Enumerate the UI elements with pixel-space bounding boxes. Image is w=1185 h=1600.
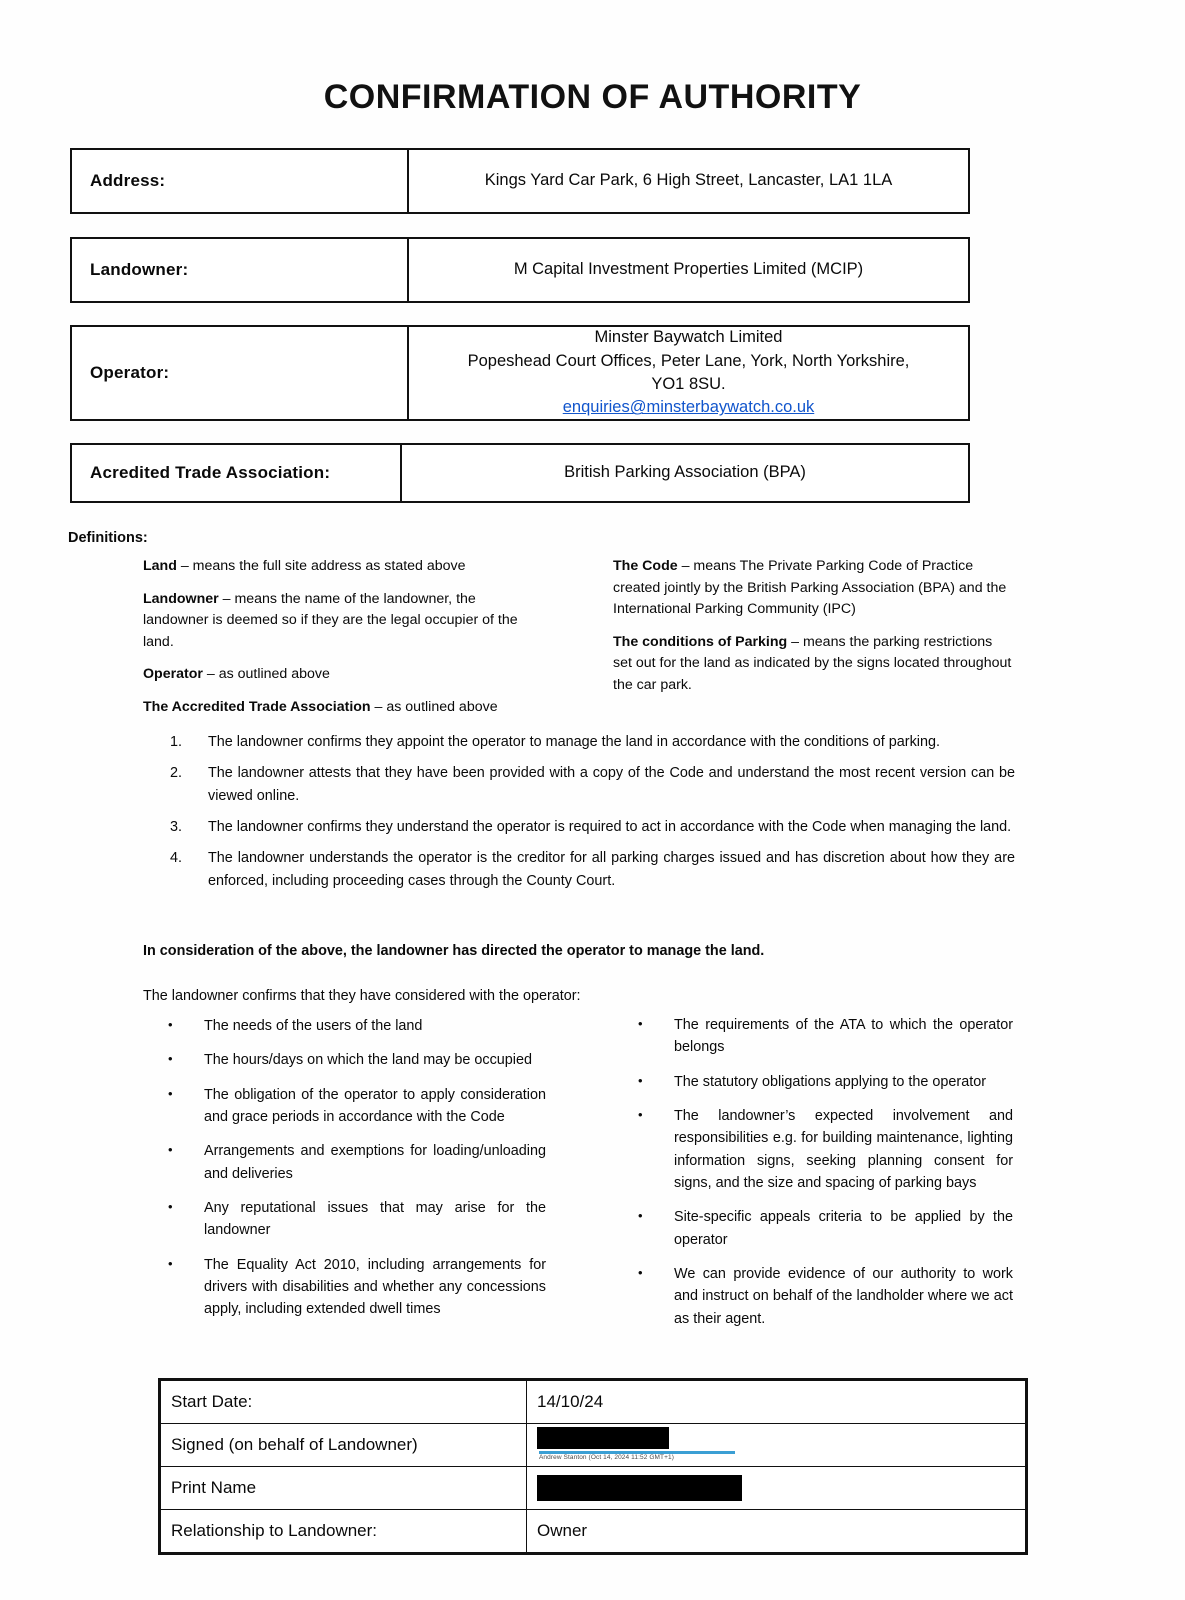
info-value-operator [409, 327, 968, 419]
definition-item [613, 632, 1013, 697]
list-item-text: Site-specific appeals criteria to be applied by the operator [674, 1209, 1013, 1248]
operator-email-link[interactable]: enquiries@minsterbaywatch.co.uk [562, 398, 815, 417]
list-item [638, 1071, 1013, 1093]
definition-term: Landowner [143, 590, 219, 607]
signed-label: Signed (on behalf of Landowner) [161, 1424, 527, 1467]
definition-term: The conditions of Parking [613, 633, 788, 650]
definition-item [143, 556, 543, 578]
definition-term: Land [143, 558, 177, 574]
definition-text: – means the parking restrictions set out for the land as indicated by the signs located throughout the car park. [613, 633, 1012, 693]
definition-text: – means the name of the landowner, the landowner is deemed so if they are the legal occupier of the land. [143, 590, 518, 650]
bullet-dot-icon: • [168, 1198, 173, 1214]
info-label-ata: Acredited Trade Association: [72, 445, 402, 501]
list-item [168, 1049, 546, 1071]
list-item-text: Any reputational issues that may arise for the landowner [204, 1199, 546, 1239]
clause-text: The landowner confirms they appoint the operator to manage the land in accordance with the conditions of parking. [208, 734, 940, 750]
list-item [638, 1105, 1013, 1194]
info-label-landowner: Landowner: [72, 239, 409, 301]
clause-number: 3. [170, 818, 183, 835]
redaction-box-signature [537, 1427, 669, 1449]
list-item [638, 1263, 1013, 1330]
bullet-dot-icon: • [638, 1208, 643, 1224]
considerations-column-left [168, 1015, 546, 1333]
list-item [638, 1014, 1013, 1059]
clause-list [170, 731, 1015, 901]
bullet-dot-icon: • [638, 1106, 643, 1122]
definition-text: – as outlined above [370, 698, 498, 715]
info-row-address [70, 148, 970, 214]
list-item [168, 1254, 546, 1321]
definition-text: – as outlined above [202, 666, 330, 683]
table-row [161, 1381, 1026, 1424]
list-item-text: We can provide evidence of our authority to work and instruct on behalf of the landholder where we act as their agent. [674, 1265, 1013, 1327]
list-item-text: The needs of the users of the land [204, 1018, 423, 1034]
clause-number: 1. [170, 734, 183, 750]
bullet-dot-icon: • [638, 1072, 643, 1088]
considerations-column-right [638, 1014, 1013, 1342]
clause-item [170, 731, 1015, 753]
start-date-label: Start Date: [161, 1381, 527, 1424]
consideration-statement: In consideration of the above, the landowner has directed the operator to manage the land. [143, 943, 765, 959]
bullet-dot-icon: • [168, 1142, 173, 1158]
definitions-column-left [143, 556, 543, 729]
list-item-text: The hours/days on which the land may be occupied [204, 1052, 532, 1069]
list-item [168, 1015, 546, 1037]
clause-item [170, 762, 1015, 807]
list-item-text: The requirements of the ATA to which the operator belongs [674, 1017, 1013, 1056]
signature-table [158, 1378, 1028, 1555]
bullet-dot-icon: • [168, 1255, 173, 1271]
relationship-value[interactable]: Owner [527, 1510, 1026, 1553]
signature-timestamp: Andrew Stanton (Oct 14, 2024 11:52 GMT+1) [539, 1454, 674, 1461]
clause-item [170, 816, 1015, 838]
list-item-text: The landowner’s expected involvement and responsibilities e.g. for building maintenance, lighting information signs, seeking planning consent for signs, and the size and spacing of parking bays [674, 1107, 1013, 1191]
list-item-text: Arrangements and exemptions for loading/unloading and deliveries [204, 1143, 546, 1182]
clause-item [170, 847, 1015, 892]
list-item-text: The statutory obligations applying to the operator [674, 1073, 986, 1090]
definitions-column-right [613, 556, 1013, 707]
list-item-text: The obligation of the operator to apply consideration and grace periods in accordance with the Code [204, 1086, 546, 1125]
info-row-landowner [70, 237, 970, 303]
print-name-label: Print Name [161, 1467, 527, 1510]
table-row [161, 1424, 1026, 1467]
definition-term: The Code [613, 558, 678, 574]
info-label-operator: Operator: [72, 327, 409, 419]
clause-text: The landowner confirms they understand the operator is required to act in accordance with the Code when managing the land. [208, 818, 1012, 835]
signed-value[interactable] [527, 1424, 1026, 1467]
info-row-accredited-trade-association [70, 443, 970, 503]
list-item [168, 1084, 546, 1129]
definition-item [143, 589, 543, 654]
address-line-1: Kings Yard Car Park, 6 High Street, Lancaster, LA1 1LA [484, 171, 893, 190]
signature-area[interactable] [537, 1427, 1015, 1463]
info-value-ata [402, 445, 968, 501]
bullet-dot-icon: • [638, 1264, 643, 1280]
bullet-dot-icon: • [638, 1016, 643, 1031]
definitions-heading: Definitions: [68, 530, 148, 546]
info-value-landowner [409, 239, 968, 301]
clause-number: 4. [170, 850, 183, 867]
operator-line-2: Popeshead Court Offices, Peter Lane, York, North Yorkshire, [467, 351, 910, 370]
definition-item [613, 556, 1013, 621]
definition-term: Operator [143, 666, 203, 683]
clause-number: 2. [170, 765, 183, 782]
bullet-dot-icon: • [168, 1051, 173, 1067]
definition-term: The Accredited Trade Association [143, 698, 371, 715]
table-row [161, 1467, 1026, 1510]
definition-text: – means the full site address as stated above [176, 558, 466, 574]
bullet-dot-icon: • [168, 1017, 173, 1032]
list-item [638, 1206, 1013, 1251]
definition-item [143, 664, 543, 686]
start-date-value[interactable]: 14/10/24 [527, 1381, 1026, 1424]
info-label-address: Address: [72, 150, 409, 212]
list-item [168, 1140, 546, 1185]
page-title: CONFIRMATION OF AUTHORITY [323, 78, 862, 116]
bullet-dot-icon: • [168, 1085, 173, 1101]
table-row [161, 1510, 1026, 1553]
print-name-value[interactable] [527, 1467, 1026, 1510]
clause-text: The landowner understands the operator is the creditor for all parking charges issued and has discretion about how they are enforced, including proceeding cases through the County Court. [208, 850, 1015, 889]
list-item [168, 1197, 546, 1242]
list-item-text: The Equality Act 2010, including arrangements for drivers with disabilities and whether any concessions apply, including extended dwell times [204, 1256, 546, 1318]
definition-item [143, 697, 543, 719]
operator-line-3: YO1 8SU. [651, 375, 726, 393]
info-value-address [409, 150, 968, 212]
relationship-label: Relationship to Landowner: [161, 1510, 527, 1553]
landowner-line-1: M Capital Investment Properties Limited (MCIP) [513, 260, 864, 279]
ata-line-1: British Parking Association (BPA) [564, 463, 806, 482]
clause-text: The landowner attests that they have been provided with a copy of the Code and understand the most recent version can be viewed online. [208, 765, 1015, 804]
redaction-box-print-name [537, 1475, 742, 1501]
info-row-operator [70, 325, 970, 421]
definition-text: – means The Private Parking Code of Practice created jointly by the British Parking Association (BPA) and the International Parking Community (IPC) [613, 558, 1007, 618]
confirms-intro: The landowner confirms that they have considered with the operator: [143, 988, 581, 1004]
operator-line-1: Minster Baywatch Limited [594, 328, 783, 347]
